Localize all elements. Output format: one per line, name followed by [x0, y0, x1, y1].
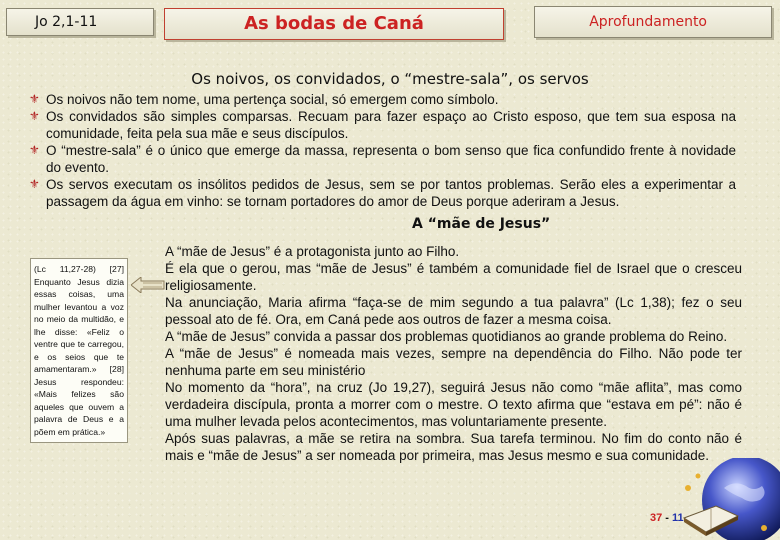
left-arrow-icon — [131, 277, 165, 293]
list-item-text: Os servos executam os insólitos pedidos de Jesus, sem se por tantos problemas. Serão eles a experimentar a passagem da água em vinho: se tornam portadores do amor de Deus porque aderiram a Jesus. — [46, 177, 736, 209]
fleur-bullet-icon: ⚜ — [29, 92, 40, 106]
section2-heading: A “mãe de Jesus” — [412, 216, 551, 232]
list-item: Na anunciação, Maria afirma “faça-se de mim segundo a tua palavra” (Lc 1,38); fez o seu pessoal ato de fé. Ora, em Caná pede aos outros de fazer a mesma coisa. — [165, 295, 742, 327]
reference-box — [6, 8, 154, 36]
list-item: Após suas palavras, a mãe se retira na sombra. Sua tarefa terminou. No fim do conto não é mais e “mãe de Jesus” a ser nomeada por primeira, mas Jesus mesmo e sua comunidade. — [165, 431, 742, 463]
list-item: A “mãe de Jesus” convida a passar dos problemas quotidianos ao grande problema do Reino. — [165, 329, 728, 344]
page-number-section: 11 — [672, 512, 684, 524]
fleur-bullet-icon: ⚜ — [29, 177, 40, 191]
globe-bible-illustration — [676, 458, 780, 540]
tag-box — [534, 6, 772, 38]
list-item — [26, 91, 736, 108]
list-item — [26, 142, 736, 176]
page-number — [650, 512, 684, 524]
side-note-box — [30, 258, 128, 443]
page-title: As bodas de Caná — [244, 13, 424, 34]
section2-paragraph-list — [165, 243, 742, 464]
title-box — [164, 8, 504, 40]
section1-bullet-list — [26, 91, 736, 210]
list-item: É ela que o gerou, mas “mãe de Jesus” é também a comunidade fiel de Israel que o cresceu religiosamente. — [165, 261, 742, 293]
list-item: A “mãe de Jesus” é nomeada mais vezes, sempre na dependência do Filho. Não pode ter nenhuma parte em seu ministério — [165, 346, 742, 378]
bible-reference: Jo 2,1-11 — [35, 14, 98, 30]
list-item: A “mãe de Jesus” é a protagonista junto ao Filho. — [165, 244, 460, 259]
section-tag: Aprofundamento — [589, 14, 707, 30]
list-item — [26, 108, 736, 142]
list-item-text: Os convidados são simples comparsas. Recuam para fazer espaço ao Cristo esposo, que tem sua esposa na comunidade, feita pela sua mãe e seus discípulos. — [46, 109, 736, 141]
fleur-bullet-icon: ⚜ — [29, 109, 40, 123]
page-number-separator: - — [662, 512, 673, 524]
list-item — [26, 176, 736, 210]
section1-heading: Os noivos, os convidados, o “mestre-sala”, os servos — [191, 70, 589, 88]
side-note-text: (Lc 11,27-28) [27] Enquanto Jesus dizia essas coisas, uma mulher levantou a voz no meio da multidão, e lhe disse: «Feliz o ventre que te carregou, e os seios que te amamentaram.» [28] Jesus respondeu: «Mais felizes são aqueles que ouvem a palavra de Deus e a põem em prática.» — [34, 264, 124, 437]
list-item-text: Os noivos não tem nome, uma pertença social, só emergem como símbolo. — [46, 92, 499, 107]
list-item: No momento da “hora”, na cruz (Jo 19,27), seguirá Jesus não como “mãe aflita”, mas como verdadeira discípula, pronta a morrer com o mestre. O texto afirma que “estava em pé”: não é uma mulher levada pelos acontecimentos, mas voluntariamente presente. — [165, 380, 742, 429]
fleur-bullet-icon: ⚜ — [29, 143, 40, 157]
page-number-current: 37 — [650, 512, 663, 524]
list-item-text: O “mestre-sala” é o único que emerge da massa, representa o bom senso que fica confundido frente à novidade do evento. — [46, 143, 736, 175]
